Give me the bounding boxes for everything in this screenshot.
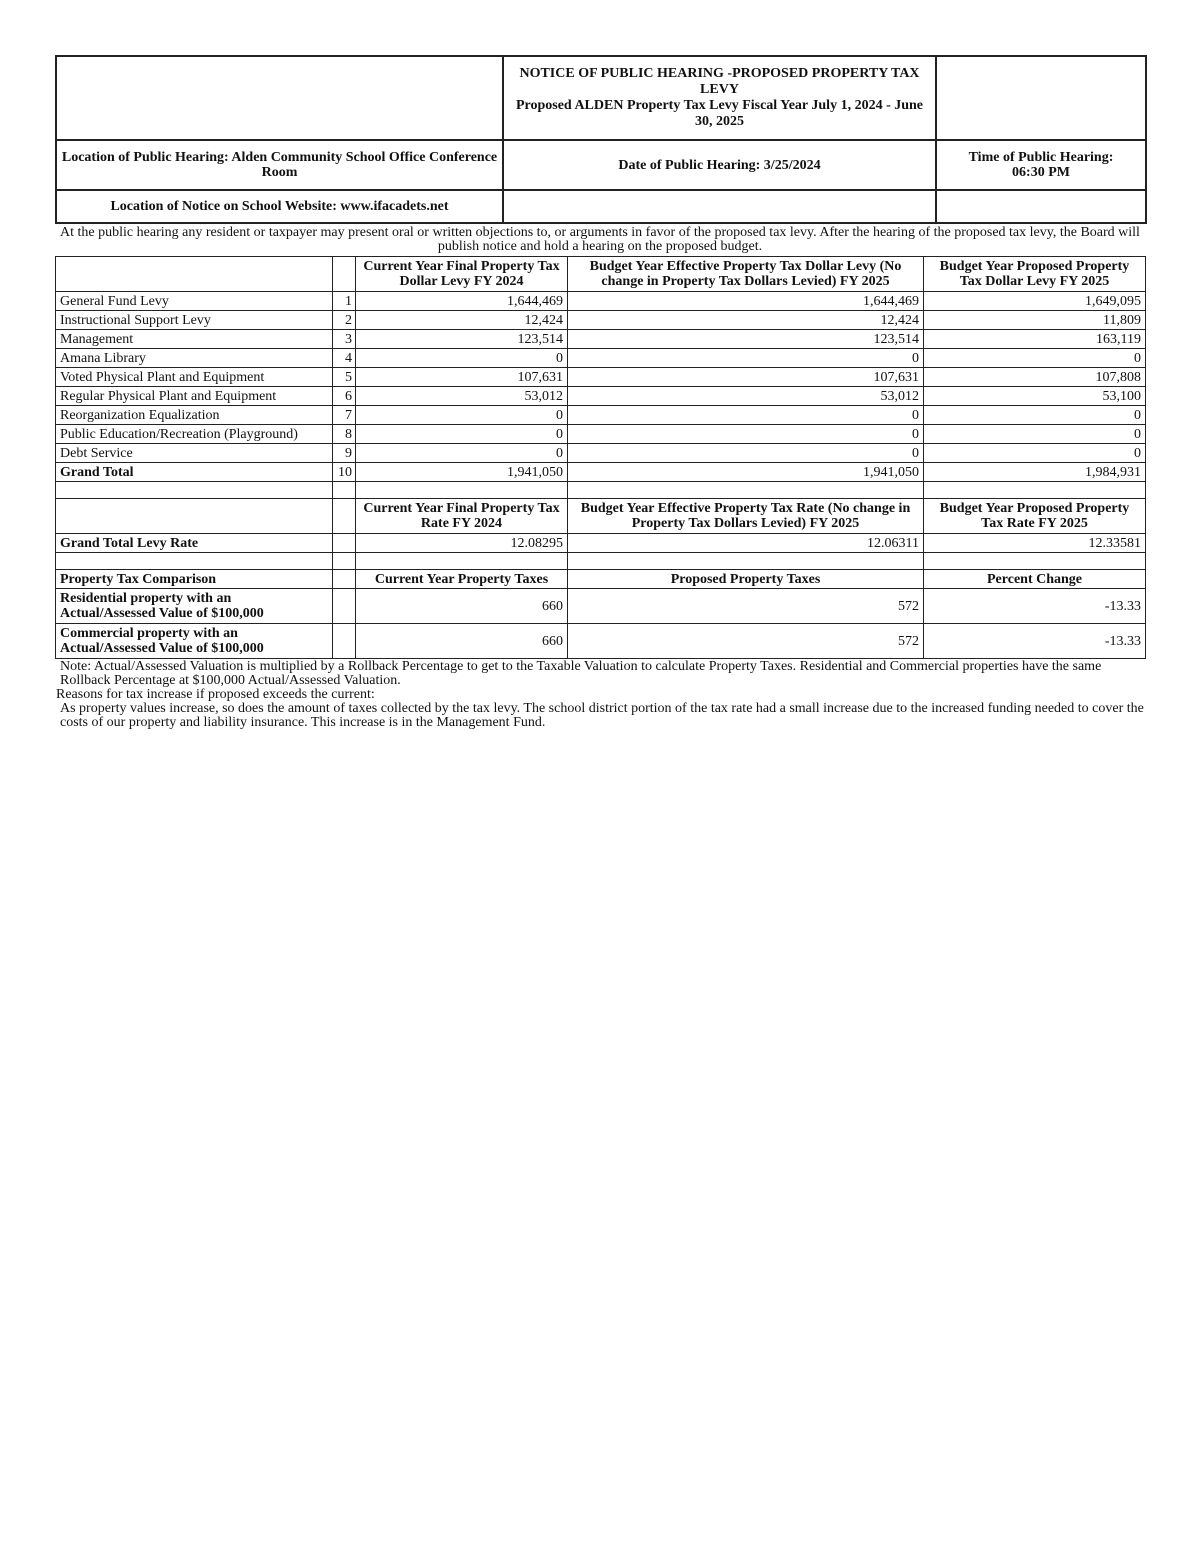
levy-row-proposed: 107,808	[924, 368, 1146, 387]
header-empty-cell	[936, 56, 1146, 140]
rate-header-proposed: Budget Year Proposed Property Tax Rate FY 2025	[924, 499, 1146, 534]
levy-row-current: 1,644,469	[356, 292, 568, 311]
levy-row-current: 0	[356, 425, 568, 444]
levy-row-current: 123,514	[356, 330, 568, 349]
levy-row	[56, 330, 1146, 349]
comparison-residential-proposed: 572	[568, 589, 924, 624]
levy-rate-effective: 12.06311	[568, 534, 924, 553]
levy-rate-proposed: 12.33581	[924, 534, 1146, 553]
levy-rate-num	[333, 534, 356, 553]
comparison-commercial-proposed: 572	[568, 624, 924, 659]
levy-row-label: Debt Service	[56, 444, 333, 463]
levy-header-blank	[333, 257, 356, 292]
levy-header-blank	[56, 257, 333, 292]
levy-row-effective: 1,644,469	[568, 292, 924, 311]
levy-row-current: 0	[356, 406, 568, 425]
levy-table	[55, 256, 1146, 659]
comparison-header-label: Property Tax Comparison	[56, 570, 333, 589]
levy-row-label: Amana Library	[56, 349, 333, 368]
rate-header-effective: Budget Year Effective Property Tax Rate (No change in Property Tax Dollars Levied) FY 2025	[568, 499, 924, 534]
rollback-note: Note: Actual/Assessed Valuation is multiplied by a Rollback Percentage to get to the Taxable Valuation to calculate Property Taxes. Residential and Commercial properties have the same Rollback Percentage at $100,000 Actual/Assessed Valuation.	[60, 659, 1102, 688]
levy-rows	[56, 292, 1146, 463]
comparison-residential-change: -13.33	[924, 589, 1146, 624]
levy-row	[56, 292, 1146, 311]
hearing-time-value: 06:30 PM	[1012, 165, 1070, 180]
levy-row-effective: 0	[568, 444, 924, 463]
levy-row	[56, 425, 1146, 444]
levy-row	[56, 387, 1146, 406]
comparison-header-change: Percent Change	[924, 570, 1146, 589]
notes-section	[56, 659, 1145, 730]
intro-text: At the public hearing any resident or taxpayer may present oral or written objections to, or arguments in favor of the proposed tax levy. After the hearing of the proposed tax levy, the Board will publish notice and hold a hearing on the proposed budget.	[60, 225, 1140, 254]
levy-row-num: 7	[333, 406, 356, 425]
spacer-row	[56, 553, 1146, 570]
comparison-blank	[333, 624, 356, 659]
levy-row-label: Voted Physical Plant and Equipment	[56, 368, 333, 387]
levy-row-effective: 53,012	[568, 387, 924, 406]
grand-total-label: Grand Total	[56, 463, 333, 482]
levy-row-num: 4	[333, 349, 356, 368]
levy-row-proposed: 0	[924, 406, 1146, 425]
levy-row-num: 9	[333, 444, 356, 463]
levy-row-proposed: 0	[924, 444, 1146, 463]
comparison-header-current: Current Year Property Taxes	[356, 570, 568, 589]
hearing-date: Date of Public Hearing: 3/25/2024	[503, 140, 936, 190]
levy-header-effective: Budget Year Effective Property Tax Dollar Levy (No change in Property Tax Dollars Levied) FY 2025	[568, 257, 924, 292]
levy-row-label: Reorganization Equalization	[56, 406, 333, 425]
levy-row-num: 2	[333, 311, 356, 330]
levy-row-effective: 123,514	[568, 330, 924, 349]
notice-document	[55, 55, 1145, 730]
levy-row-current: 53,012	[356, 387, 568, 406]
header-empty-cell	[936, 190, 1146, 223]
levy-row	[56, 368, 1146, 387]
levy-row	[56, 311, 1146, 330]
levy-row	[56, 349, 1146, 368]
levy-row-num: 3	[333, 330, 356, 349]
hearing-time	[936, 140, 1146, 190]
levy-row-label: Public Education/Recreation (Playground)	[56, 425, 333, 444]
levy-row-effective: 107,631	[568, 368, 924, 387]
levy-row	[56, 406, 1146, 425]
spacer-row	[56, 482, 1146, 499]
comparison-commercial-change: -13.33	[924, 624, 1146, 659]
levy-row-effective: 0	[568, 349, 924, 368]
levy-row	[56, 444, 1146, 463]
levy-rate-label: Grand Total Levy Rate	[56, 534, 333, 553]
comparison-header-proposed: Proposed Property Taxes	[568, 570, 924, 589]
levy-row-proposed: 11,809	[924, 311, 1146, 330]
hearing-location: Location of Public Hearing: Alden Community School Office Conference Room	[56, 140, 503, 190]
comparison-residential-label: Residential property with an Actual/Assessed Value of $100,000	[56, 589, 333, 624]
levy-row-proposed: 0	[924, 349, 1146, 368]
levy-row-proposed: 1,649,095	[924, 292, 1146, 311]
header-empty-cell	[503, 190, 936, 223]
levy-row-effective: 0	[568, 406, 924, 425]
reasons-label: Reasons for tax increase if proposed exceeds the current:	[56, 687, 375, 702]
levy-row-num: 5	[333, 368, 356, 387]
rate-header-current: Current Year Final Property Tax Rate FY 2024	[356, 499, 568, 534]
levy-row-proposed: 0	[924, 425, 1146, 444]
levy-row-label: General Fund Levy	[56, 292, 333, 311]
hearing-time-label: Time of Public Hearing:	[968, 150, 1114, 165]
levy-header-current: Current Year Final Property Tax Dollar Levy FY 2024	[356, 257, 568, 292]
grand-total-proposed: 1,984,931	[924, 463, 1146, 482]
levy-row-effective: 12,424	[568, 311, 924, 330]
rate-header-blank	[333, 499, 356, 534]
levy-row-effective: 0	[568, 425, 924, 444]
comparison-blank	[333, 589, 356, 624]
comparison-commercial-current: 660	[356, 624, 568, 659]
levy-row-label: Instructional Support Levy	[56, 311, 333, 330]
levy-row-label: Regular Physical Plant and Equipment	[56, 387, 333, 406]
levy-row-proposed: 53,100	[924, 387, 1146, 406]
comparison-header-blank	[333, 570, 356, 589]
grand-total-current: 1,941,050	[356, 463, 568, 482]
grand-total-effective: 1,941,050	[568, 463, 924, 482]
notice-title-line1: NOTICE OF PUBLIC HEARING -PROPOSED PROPERTY TAX LEVY	[519, 66, 920, 97]
comparison-residential-current: 660	[356, 589, 568, 624]
levy-row-current: 107,631	[356, 368, 568, 387]
levy-row-current: 12,424	[356, 311, 568, 330]
levy-row-proposed: 163,119	[924, 330, 1146, 349]
levy-row-num: 6	[333, 387, 356, 406]
reasons-text: As property values increase, so does the amount of taxes collected by the tax levy. The school district portion of the tax rate had a small increase due to the increased funding needed to cover the costs of our property and liability insurance. This increase is in the Management Fund.	[60, 701, 1144, 730]
levy-row-current: 0	[356, 444, 568, 463]
notice-title	[503, 56, 936, 140]
comparison-commercial-label: Commercial property with an Actual/Assessed Value of $100,000	[56, 624, 333, 659]
levy-row-num: 1	[333, 292, 356, 311]
notice-website: Location of Notice on School Website: www.ifacadets.net	[56, 190, 503, 223]
header-table	[55, 55, 1147, 224]
rate-header-blank	[56, 499, 333, 534]
header-empty-cell	[56, 56, 503, 140]
levy-rate-current: 12.08295	[356, 534, 568, 553]
levy-header-proposed: Budget Year Proposed Property Tax Dollar Levy FY 2025	[924, 257, 1146, 292]
notice-title-line2: Proposed ALDEN Property Tax Levy Fiscal Year July 1, 2024 - June 30, 2025	[515, 98, 924, 129]
levy-row-current: 0	[356, 349, 568, 368]
levy-row-num: 8	[333, 425, 356, 444]
levy-row-label: Management	[56, 330, 333, 349]
grand-total-num: 10	[333, 463, 356, 482]
